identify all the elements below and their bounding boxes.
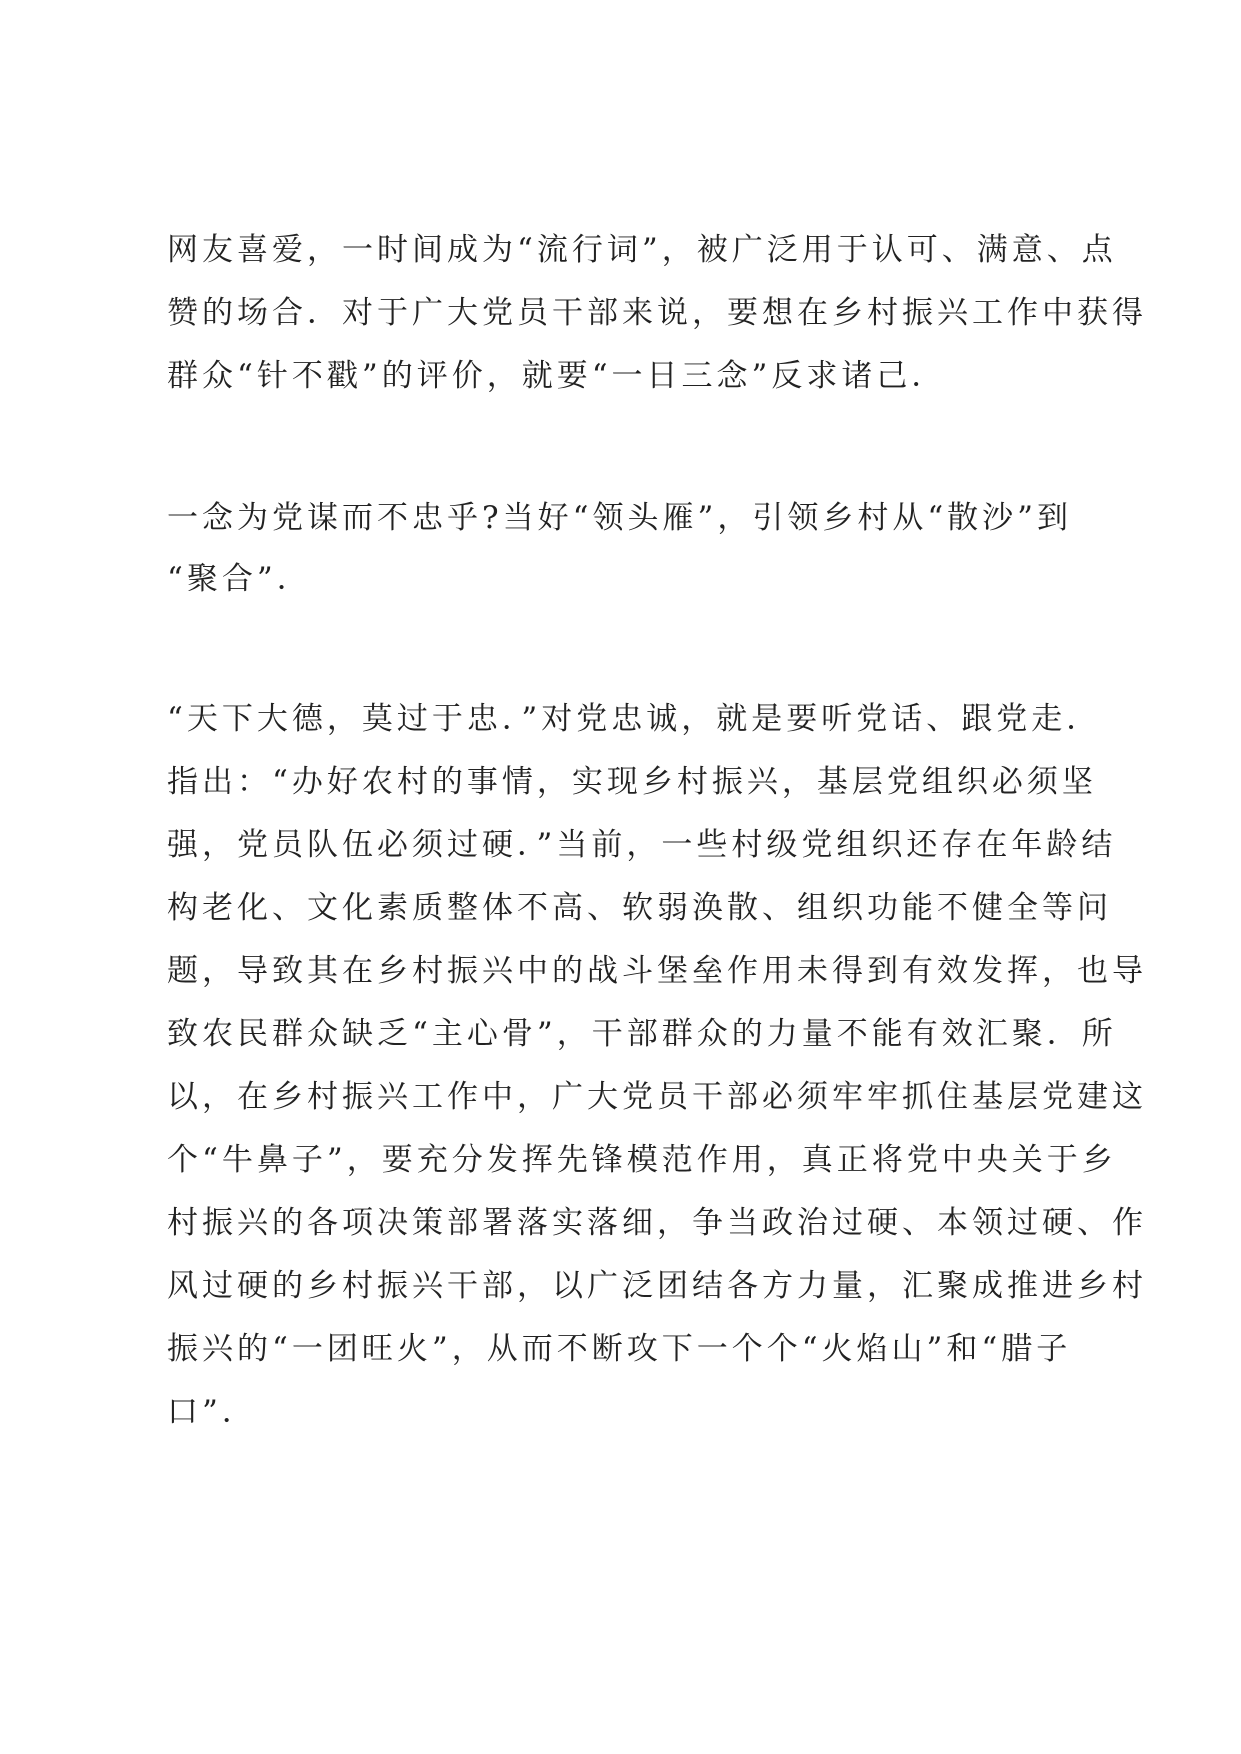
- text-line: 村振兴的各项决策部署落实落细，争当政治过硬、本领过硬、作: [167, 1205, 1147, 1241]
- text-line: 口”．: [167, 1394, 257, 1430]
- text-line: 赞的场合．对于广大党员干部来说，要想在乡村振兴工作中获得: [167, 295, 1147, 331]
- text-line: 风过硬的乡村振兴干部，以广泛团结各方力量，汇聚成推进乡村: [167, 1268, 1147, 1304]
- text-line: 一念为党谋而不忠乎?当好“领头雁”，引领乡村从“散沙”到: [167, 500, 1073, 536]
- text-line: 群众“针不戳”的评价，就要“一日三念”反求诸己．: [167, 358, 947, 394]
- text-line: “聚合”．: [167, 561, 312, 597]
- text-line: 题，导致其在乡村振兴中的战斗堡垒作用未得到有效发挥，也导: [167, 953, 1147, 989]
- text-line: 以，在乡村振兴工作中，广大党员干部必须牢牢抓住基层党建这: [167, 1079, 1147, 1115]
- text-line: “天下大德，莫过于忠．”对党忠诚，就是要听党话、跟党走．: [167, 701, 1102, 737]
- text-line: 强，党员队伍必须过硬．”当前，一些村级党组织还存在年龄结: [167, 827, 1117, 863]
- text-line: 致农民群众缺乏“主心骨”，干部群众的力量不能有效汇聚．所: [167, 1016, 1117, 1052]
- text-line: 指出：“办好农村的事情，实现乡村振兴，基层党组织必须坚: [167, 764, 1097, 800]
- text-line: 网友喜爱，一时间成为“流行词”，被广泛用于认可、满意、点: [167, 232, 1117, 268]
- text-line: 振兴的“一团旺火”，从而不断攻下一个个“火焰山”和“腊子: [167, 1331, 1072, 1367]
- text-line: 构老化、文化素质整体不高、软弱涣散、组织功能不健全等问: [167, 890, 1112, 926]
- text-line: 个“牛鼻子”，要充分发挥先锋模范作用，真正将党中央关于乡: [167, 1142, 1117, 1178]
